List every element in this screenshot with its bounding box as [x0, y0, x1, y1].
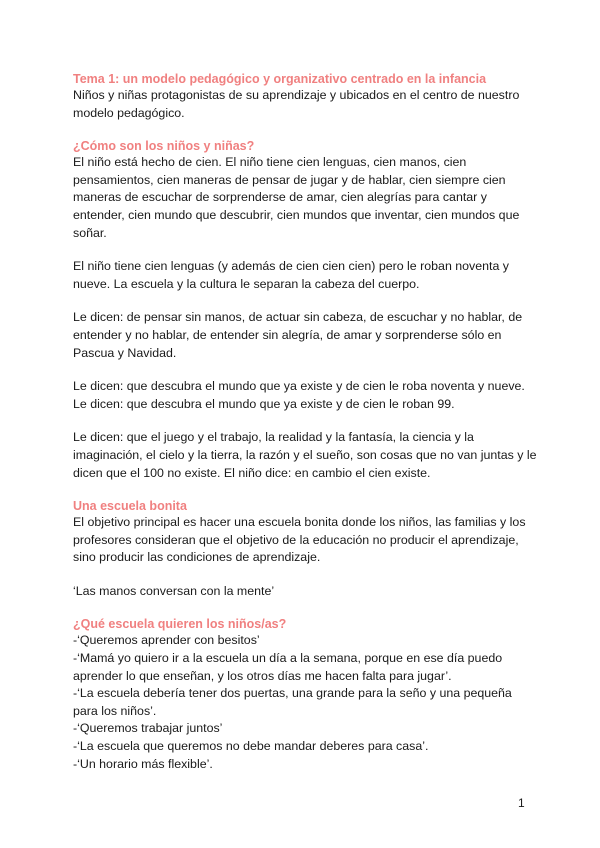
text-line: dicen que el 100 no existe. El niño dice: en cambio el cien existe. [73, 465, 431, 480]
list-item: -‘Queremos aprender con besitos’ [73, 633, 260, 648]
text-line: imaginación, el cielo y la tierra, la razón y el sueño, son cosas que no van juntas y le [73, 447, 537, 462]
text-line: profesores consideran que el objetivo de la educación no producir el aprendizaje, [73, 532, 519, 547]
paragraph-cien-lenguas [73, 258, 523, 293]
page-number: 1 [518, 796, 525, 810]
paragraph-nino-hecho-de-cien [73, 154, 523, 242]
intro-paragraph [73, 87, 523, 122]
text-line: Le dicen: de pensar sin manos, de actuar sin cabeza, de escuchar y no hablar, de [73, 310, 523, 325]
list-item: -‘La escuela debería tener dos puertas, una grande para la seño y una pequeña [73, 686, 512, 701]
section-heading-que-escuela: ¿Qué escuela quieren los niños/as? [73, 617, 287, 632]
text-line: Le dicen: que descubra el mundo que ya existe y de cien le roba noventa y nueve. [73, 379, 525, 394]
text-line: modelo pedagógico. [73, 105, 185, 120]
text-line: Niños y niñas protagonistas de su aprendizaje y ubicados en el centro de nuestro [73, 88, 520, 102]
text-line: nueve. La escuela y la cultura le separan la cabeza del cuerpo. [73, 276, 420, 291]
list-item: para los niños’. [73, 703, 157, 718]
text-line: Le dicen: que el juego y el trabajo, la realidad y la fantasía, la ciencia y la [73, 430, 474, 445]
paragraph-le-dicen-pensar [73, 309, 523, 362]
text-line: entender y no hablar, de entender sin alegría, de amar y sorprenderse sólo en [73, 327, 502, 342]
text-line: Le dicen: que descubra el mundo que ya existe y de cien le roban 99. [73, 396, 455, 411]
list-item: -‘Mamá yo quiero ir a la escuela un día a la semana, porque en ese día puedo [73, 651, 503, 666]
section-heading-escuela-bonita: Una escuela bonita [73, 499, 187, 514]
text-line: maneras de escuchar de sorprenderse de amar, cien alegrías para cantar y [73, 190, 487, 205]
text-line: ‘Las manos conversan con la mente’ [73, 583, 275, 598]
list-item: -‘La escuela que queremos no debe mandar deberes para casa’. [73, 739, 429, 754]
text-line: pensamientos, cien maneras de pensar de jugar y de hablar, cien siempre cien [73, 172, 506, 187]
paragraph-le-dicen-juego [73, 429, 537, 482]
list-item: -‘Un horario más flexible’. [73, 756, 213, 771]
paragraph-objetivo-principal [73, 514, 526, 567]
section-heading-como-son: ¿Cómo son los niños y niñas? [73, 139, 255, 154]
text-line: El niño está hecho de cien. El niño tiene cien lenguas, cien manos, cien [73, 155, 467, 170]
text-line: Pascua y Navidad. [73, 345, 177, 360]
text-line: El objetivo principal es hacer una escuela bonita donde los niños, las familias y los [73, 515, 526, 530]
text-line: sino producir las condiciones de aprendizaje. [73, 550, 321, 565]
list-item: -‘Queremos trabajar juntos’ [73, 721, 223, 736]
paragraph-le-dicen-descubra [73, 378, 523, 413]
list-quotes-ninos [73, 632, 523, 773]
text-line: soñar. [73, 225, 107, 240]
text-line: El niño tiene cien lenguas (y además de cien cien cien) pero le roban noventa y [73, 259, 510, 274]
document-page [73, 71, 537, 773]
text-line: entender, cien mundo que descubrir, cien mundos que inventar, cien mundos que [73, 207, 520, 222]
section-heading-tema-1: Tema 1: un modelo pedagógico y organizativo centrado en la infancia [73, 72, 487, 86]
quote-manos-conversan [73, 583, 523, 601]
list-item: aprender lo que enseñan, y los otros días me hacen falta para jugar’. [73, 668, 452, 683]
